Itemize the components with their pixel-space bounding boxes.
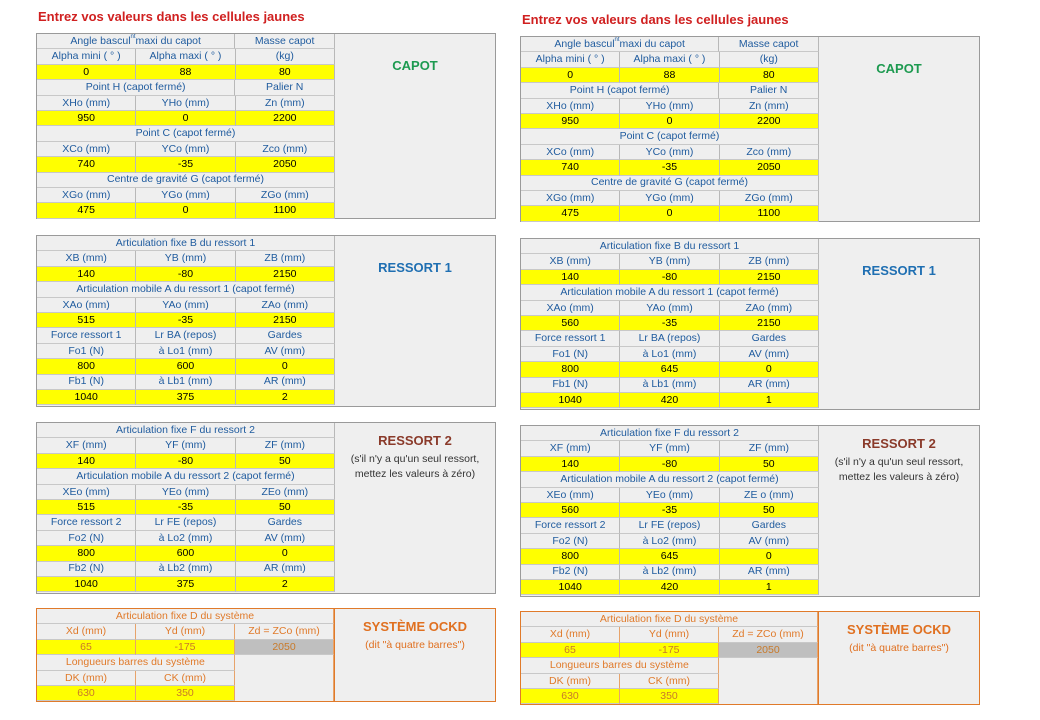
ockd-side — [335, 609, 495, 653]
zf-input[interactable]: 50 — [720, 457, 819, 472]
zeo-label: ZEo (mm) — [236, 485, 335, 500]
av-input[interactable]: 0 — [720, 362, 819, 377]
lo-input[interactable]: 645 — [620, 362, 719, 377]
angle-label: Angle bascul $^{nt}$ maxi du capot — [37, 34, 235, 49]
zao-input[interactable]: 2150 — [720, 316, 819, 331]
dk-label: DK (mm) — [521, 674, 620, 689]
yco-input[interactable]: -35 — [136, 157, 235, 172]
lo-input[interactable]: 600 — [136, 359, 235, 374]
alpha-max-input[interactable]: 88 — [136, 65, 235, 80]
d-articulation-label: Articulation fixe D du système — [37, 609, 334, 624]
zeo-input[interactable]: 50 — [236, 500, 335, 515]
f-articulation-label: Articulation fixe F du ressort 2 — [37, 423, 335, 438]
ockd-note: (dit "à quatre barres") — [365, 639, 465, 651]
lb-input[interactable]: 420 — [620, 580, 719, 595]
yf-label: YF (mm) — [136, 438, 235, 453]
xd-input[interactable]: 65 — [37, 640, 136, 655]
ygo-input[interactable]: 0 — [620, 206, 719, 221]
zb-input[interactable]: 2150 — [720, 270, 819, 285]
lr-label: Lr FE (repos) — [620, 518, 719, 533]
yd-input[interactable]: -175 — [620, 643, 719, 658]
lb-label: à Lb2 (mm) — [136, 562, 235, 577]
capot-title: CAPOT — [392, 58, 438, 73]
lr-label: Lr BA (repos) — [136, 328, 235, 343]
longueurs-label: Longueurs barres du système — [37, 655, 235, 670]
fb-input[interactable]: 1040 — [521, 393, 620, 408]
ockd-title: SYSTÈME OCKD — [846, 622, 951, 637]
palier-label: Palier N — [719, 83, 819, 98]
gravity-center-label: Centre de gravité G (capot fermé) — [521, 176, 819, 191]
zd-label: Zd = ZCo (mm) — [719, 627, 818, 642]
yao-label: YAo (mm) — [620, 301, 719, 316]
ockd-title: SYSTÈME OCKD — [362, 619, 467, 634]
ar-label: AR (mm) — [720, 565, 819, 580]
longueurs-label: Longueurs barres du système — [521, 658, 719, 673]
b-articulation-label: Articulation fixe B du ressort 1 — [37, 236, 335, 251]
ressort2-title: RESSORT 2 — [378, 433, 452, 448]
ar-input[interactable]: 1 — [720, 580, 819, 595]
alpha-max-label: Alpha maxi ( ° ) — [620, 52, 719, 67]
dk-input[interactable]: 630 — [37, 686, 136, 701]
lo-label: à Lo1 (mm) — [136, 344, 235, 359]
ar-label: AR (mm) — [720, 378, 819, 393]
ressort2-section — [520, 425, 980, 597]
zn-input[interactable]: 2200 — [236, 111, 335, 126]
yeo-input[interactable]: -35 — [620, 503, 719, 518]
capot-grid — [37, 34, 335, 219]
xco-input[interactable]: 740 — [521, 160, 620, 175]
force-label: Force ressort 2 — [37, 515, 136, 530]
d-articulation-label: Articulation fixe D du système — [521, 612, 818, 627]
zb-label: ZB (mm) — [720, 254, 819, 269]
ressort2-note-1: (s'il n'y a qu'un seul ressort, — [834, 456, 964, 468]
av-input[interactable]: 0 — [236, 359, 335, 374]
xho-input[interactable]: 950 — [521, 114, 620, 129]
a-articulation-label: Articulation mobile A du ressort 1 (capot fermé) — [37, 282, 335, 297]
zao-input[interactable]: 2150 — [236, 313, 335, 328]
instructions-heading: Entrez vos valeurs dans les cellules jaunes — [38, 9, 305, 24]
ar-label: AR (mm) — [236, 375, 335, 390]
instructions-heading: Entrez vos valeurs dans les cellules jaunes — [522, 12, 789, 27]
yao-input[interactable]: -35 — [136, 313, 235, 328]
yco-label: YCo (mm) — [620, 145, 719, 160]
ressort2-note-2: mettez les valeurs à zéro) — [838, 471, 960, 484]
e-articulation-label: Articulation mobile A du ressort 2 (capot fermé) — [521, 472, 819, 487]
xgo-input[interactable]: 475 — [521, 206, 620, 221]
av-input[interactable]: 0 — [720, 549, 819, 564]
ressort1-title: RESSORT 1 — [378, 260, 452, 275]
ck-label: CK (mm) — [620, 674, 719, 689]
yb-label: YB (mm) — [136, 251, 235, 266]
zao-label: ZAo (mm) — [236, 298, 335, 313]
lb-label: à Lb1 (mm) — [620, 378, 719, 393]
yf-label: YF (mm) — [620, 441, 719, 456]
fo-input[interactable]: 800 — [521, 362, 620, 377]
xd-label: Xd (mm) — [37, 624, 136, 639]
xao-label: XAo (mm) — [37, 298, 136, 313]
zd-label: Zd = ZCo (mm) — [235, 624, 334, 639]
alpha-min-label: Alpha mini ( ° ) — [37, 49, 136, 64]
gardes-label: Gardes — [236, 515, 335, 530]
xd-label: Xd (mm) — [521, 627, 620, 642]
capot-section — [36, 33, 496, 219]
alpha-max-input[interactable]: 88 — [620, 68, 719, 83]
ygo-label: YGo (mm) — [136, 188, 235, 203]
ressort1-grid — [37, 236, 335, 405]
empty-cell — [719, 689, 818, 704]
xeo-input[interactable]: 560 — [521, 503, 620, 518]
e-articulation-label: Articulation mobile A du ressort 2 (capot fermé) — [37, 469, 335, 484]
ressort2-grid — [521, 426, 819, 595]
ygo-label: YGo (mm) — [620, 191, 719, 206]
empty-cell — [235, 671, 334, 686]
yao-input[interactable]: -35 — [620, 316, 719, 331]
yd-label: Yd (mm) — [136, 624, 235, 639]
masse-label: Masse capot — [719, 37, 819, 52]
ck-input[interactable]: 350 — [620, 689, 719, 704]
point-h-label: Point H (capot fermé) — [37, 80, 235, 95]
xb-input[interactable]: 140 — [37, 267, 136, 282]
ressort1-side — [335, 236, 495, 275]
ressort1-side — [819, 239, 979, 278]
yf-input[interactable]: -80 — [136, 454, 235, 469]
capot-grid — [521, 37, 819, 222]
ressort2-grid — [37, 423, 335, 592]
xgo-label: XGo (mm) — [521, 191, 620, 206]
zao-label: ZAo (mm) — [720, 301, 819, 316]
zco-input[interactable]: 2050 — [236, 157, 335, 172]
ck-input[interactable]: 350 — [136, 686, 235, 701]
xf-input[interactable]: 140 — [521, 457, 620, 472]
ck-label: CK (mm) — [136, 671, 235, 686]
dk-input[interactable]: 630 — [521, 689, 620, 704]
ockd-section — [36, 608, 496, 702]
av-label: AV (mm) — [236, 344, 335, 359]
xeo-label: XEo (mm) — [37, 485, 136, 500]
yco-label: YCo (mm) — [136, 142, 235, 157]
gardes-label: Gardes — [720, 331, 819, 346]
zgo-input[interactable]: 1100 — [720, 206, 819, 221]
alpha-min-input[interactable]: 0 — [37, 65, 136, 80]
lr-label: Lr FE (repos) — [136, 515, 235, 530]
force-label: Force ressort 1 — [521, 331, 620, 346]
yeo-input[interactable]: -35 — [136, 500, 235, 515]
ygo-input[interactable]: 0 — [136, 203, 235, 218]
empty-cell — [235, 686, 334, 701]
av-label: AV (mm) — [720, 347, 819, 362]
ressort2-title: RESSORT 2 — [862, 436, 936, 451]
fb-label: Fb2 (N) — [37, 562, 136, 577]
ar-input[interactable]: 1 — [720, 393, 819, 408]
xeo-label: XEo (mm) — [521, 488, 620, 503]
ressort1-section — [36, 235, 496, 407]
zd-value: 2050 — [235, 640, 334, 655]
alpha-min-label: Alpha mini ( ° ) — [521, 52, 620, 67]
fb-input[interactable]: 1040 — [521, 580, 620, 595]
f-articulation-label: Articulation fixe F du ressort 2 — [521, 426, 819, 441]
yho-input[interactable]: 0 — [620, 114, 719, 129]
empty-cell — [719, 674, 818, 689]
ressort2-note-2: mettez les valeurs à zéro) — [354, 468, 476, 481]
av-input[interactable]: 0 — [236, 546, 335, 561]
capot-section — [520, 36, 980, 222]
fb-label: Fb1 (N) — [521, 378, 620, 393]
fo-label: Fo1 (N) — [521, 347, 620, 362]
ressort1-title: RESSORT 1 — [862, 263, 936, 278]
xgo-label: XGo (mm) — [37, 188, 136, 203]
yeo-label: YEo (mm) — [620, 488, 719, 503]
lb-label: à Lb1 (mm) — [136, 375, 235, 390]
yb-input[interactable]: -80 — [620, 270, 719, 285]
ar-input[interactable]: 2 — [236, 390, 335, 405]
xd-input[interactable]: 65 — [521, 643, 620, 658]
lo-label: à Lo2 (mm) — [620, 534, 719, 549]
ressort1-grid — [521, 239, 819, 408]
gardes-label: Gardes — [720, 518, 819, 533]
lo-label: à Lo2 (mm) — [136, 531, 235, 546]
zd-value: 2050 — [719, 643, 818, 658]
lr-label: Lr BA (repos) — [620, 331, 719, 346]
point-c-label: Point C (capot fermé) — [37, 126, 335, 141]
lo-input[interactable]: 645 — [620, 549, 719, 564]
fo-input[interactable]: 800 — [37, 546, 136, 561]
angle-label: Angle bascul $^{nt}$ maxi du capot — [521, 37, 719, 52]
xco-input[interactable]: 740 — [37, 157, 136, 172]
ockd-note: (dit "à quatre barres") — [849, 642, 949, 654]
zco-input[interactable]: 2050 — [720, 160, 819, 175]
b-articulation-label: Articulation fixe B du ressort 1 — [521, 239, 819, 254]
force-label: Force ressort 2 — [521, 518, 620, 533]
lb-input[interactable]: 375 — [136, 390, 235, 405]
zf-label: ZF (mm) — [236, 438, 335, 453]
palier-label: Palier N — [235, 80, 335, 95]
ockd-side — [819, 612, 979, 656]
zn-input[interactable]: 2200 — [720, 114, 819, 129]
kg-label: (kg) — [720, 52, 819, 67]
zgo-label: ZGo (mm) — [236, 188, 335, 203]
fo-input[interactable]: 800 — [37, 359, 136, 374]
ressort2-side — [335, 423, 495, 482]
fb-label: Fb2 (N) — [521, 565, 620, 580]
gardes-label: Gardes — [236, 328, 335, 343]
zn-label: Zn (mm) — [720, 99, 819, 114]
xho-label: XHo (mm) — [521, 99, 620, 114]
zb-label: ZB (mm) — [236, 251, 335, 266]
yd-label: Yd (mm) — [620, 627, 719, 642]
ressort2-side — [819, 426, 979, 485]
masse-input[interactable]: 80 — [236, 65, 335, 80]
lo-input[interactable]: 600 — [136, 546, 235, 561]
kg-label: (kg) — [236, 49, 335, 64]
empty-cell — [235, 655, 334, 670]
yho-label: YHo (mm) — [136, 96, 235, 111]
a-articulation-label: Articulation mobile A du ressort 1 (capot fermé) — [521, 285, 819, 300]
masse-label: Masse capot — [235, 34, 335, 49]
dk-label: DK (mm) — [37, 671, 136, 686]
point-h-label: Point H (capot fermé) — [521, 83, 719, 98]
ar-label: AR (mm) — [236, 562, 335, 577]
xeo-input[interactable]: 515 — [37, 500, 136, 515]
alpha-max-label: Alpha maxi ( ° ) — [136, 49, 235, 64]
ar-input[interactable]: 2 — [236, 577, 335, 592]
zco-label: Zco (mm) — [720, 145, 819, 160]
capot-side — [819, 37, 979, 76]
yho-label: YHo (mm) — [620, 99, 719, 114]
force-label: Force ressort 1 — [37, 328, 136, 343]
lb-input[interactable]: 420 — [620, 393, 719, 408]
xgo-input[interactable]: 475 — [37, 203, 136, 218]
capot-title: CAPOT — [876, 61, 922, 76]
fo-label: Fo2 (N) — [521, 534, 620, 549]
xco-label: XCo (mm) — [37, 142, 136, 157]
yd-input[interactable]: -175 — [136, 640, 235, 655]
zn-label: Zn (mm) — [236, 96, 335, 111]
zco-label: Zco (mm) — [236, 142, 335, 157]
zb-input[interactable]: 2150 — [236, 267, 335, 282]
xf-label: XF (mm) — [521, 441, 620, 456]
zeo-input[interactable]: 50 — [720, 503, 819, 518]
ockd-section — [520, 611, 980, 705]
masse-input[interactable]: 80 — [720, 68, 819, 83]
fo-label: Fo2 (N) — [37, 531, 136, 546]
ockd-grid — [37, 609, 335, 701]
yco-input[interactable]: -35 — [620, 160, 719, 175]
xb-label: XB (mm) — [521, 254, 620, 269]
xao-label: XAo (mm) — [521, 301, 620, 316]
empty-cell — [719, 658, 818, 673]
fo-input[interactable]: 800 — [521, 549, 620, 564]
av-label: AV (mm) — [236, 531, 335, 546]
xf-label: XF (mm) — [37, 438, 136, 453]
yb-label: YB (mm) — [620, 254, 719, 269]
xf-input[interactable]: 140 — [37, 454, 136, 469]
zf-label: ZF (mm) — [720, 441, 819, 456]
av-label: AV (mm) — [720, 534, 819, 549]
yf-input[interactable]: -80 — [620, 457, 719, 472]
yao-label: YAo (mm) — [136, 298, 235, 313]
xho-input[interactable]: 950 — [37, 111, 136, 126]
xb-input[interactable]: 140 — [521, 270, 620, 285]
ressort1-section — [520, 238, 980, 410]
ockd-grid — [521, 612, 819, 704]
xb-label: XB (mm) — [37, 251, 136, 266]
yho-input[interactable]: 0 — [136, 111, 235, 126]
yeo-label: YEo (mm) — [136, 485, 235, 500]
fb-label: Fb1 (N) — [37, 375, 136, 390]
fb-input[interactable]: 1040 — [37, 390, 136, 405]
ressort2-section — [36, 422, 496, 594]
alpha-min-input[interactable]: 0 — [521, 68, 620, 83]
xao-input[interactable]: 560 — [521, 316, 620, 331]
zeo-label: ZE o (mm) — [720, 488, 819, 503]
lo-label: à Lo1 (mm) — [620, 347, 719, 362]
gravity-center-label: Centre de gravité G (capot fermé) — [37, 173, 335, 188]
ressort2-note-1: (s'il n'y a qu'un seul ressort, — [350, 453, 480, 465]
zgo-label: ZGo (mm) — [720, 191, 819, 206]
yb-input[interactable]: -80 — [136, 267, 235, 282]
point-c-label: Point C (capot fermé) — [521, 129, 819, 144]
zgo-input[interactable]: 1100 — [236, 203, 335, 218]
capot-side — [335, 34, 495, 73]
fo-label: Fo1 (N) — [37, 344, 136, 359]
xco-label: XCo (mm) — [521, 145, 620, 160]
zf-input[interactable]: 50 — [236, 454, 335, 469]
xho-label: XHo (mm) — [37, 96, 136, 111]
fb-input[interactable]: 1040 — [37, 577, 136, 592]
xao-input[interactable]: 515 — [37, 313, 136, 328]
lb-input[interactable]: 375 — [136, 577, 235, 592]
lb-label: à Lb2 (mm) — [620, 565, 719, 580]
